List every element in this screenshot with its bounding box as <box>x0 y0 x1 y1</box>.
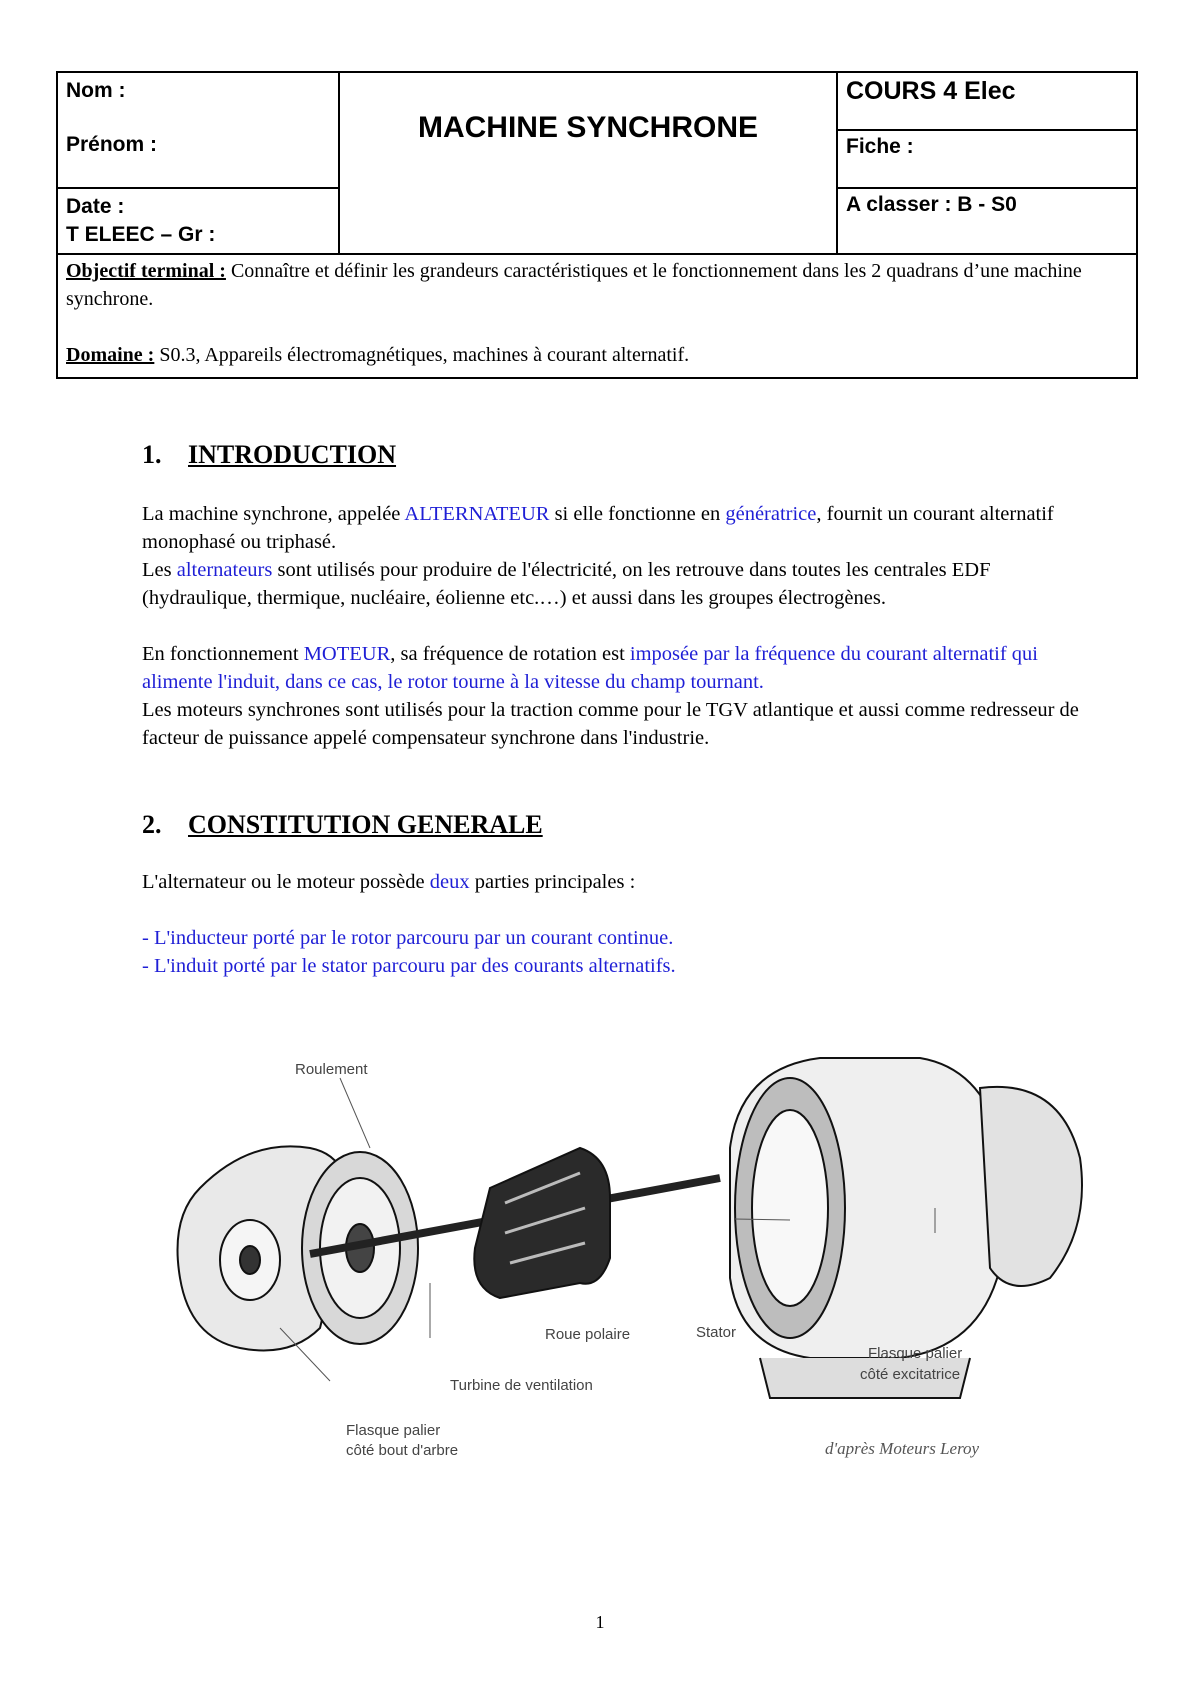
section-2-number: 2. <box>142 810 162 839</box>
text-span: si elle fonctionne en <box>549 503 726 525</box>
classer-label: A classer : B - S0 <box>846 193 1017 216</box>
constitution-paragraph <box>142 868 1102 896</box>
section-1-number: 1. <box>142 440 162 469</box>
intro-paragraph-2 <box>142 556 1102 612</box>
objective-cell <box>57 254 1137 378</box>
group-label: T ELEEC – Gr : <box>66 223 216 246</box>
name-cell <box>57 72 339 188</box>
stator-inner <box>752 1110 828 1306</box>
figure-credit: d'après Moteurs Leroy <box>825 1439 980 1458</box>
page-number: 1 <box>595 1612 605 1632</box>
end-shield-bore <box>240 1246 260 1274</box>
exciter-flasque-drawing <box>980 1087 1082 1286</box>
domain-label: Domaine : <box>66 344 155 366</box>
label-flasque-excit-2: côté excitatrice <box>860 1366 961 1383</box>
label-flasque-excit-1: Flasque palier <box>868 1345 963 1362</box>
text-span: , sa fréquence de rotation est <box>390 643 630 665</box>
label-flasque-arbre-2: côté bout d'arbre <box>346 1442 459 1459</box>
nom-label: Nom : <box>66 79 126 102</box>
label-roulement: Roulement <box>295 1061 368 1078</box>
generatrice-term: génératrice <box>725 503 817 525</box>
text-span: En fonctionnement <box>142 643 304 665</box>
document-title-cell <box>339 72 837 254</box>
fiche-label: Fiche : <box>846 135 914 158</box>
objective-label: Objectif terminal : <box>66 260 226 282</box>
rotor-drawing <box>474 1148 610 1298</box>
date-cell <box>57 188 339 254</box>
list-item-inducteur: - L'inducteur porté par le rotor parcouru par un courant continue. <box>142 927 674 949</box>
objective-text: Connaître et définir les grandeurs caractéristiques et le fonctionnement dans les 2 quadrans d’une machine synchrone. <box>66 260 1082 310</box>
header-table <box>56 71 1138 379</box>
prenom-label: Prénom : <box>66 133 158 156</box>
text-span: sont utilisés pour produire de l'électricité, on les retrouve dans toutes les centrales EDF (hydraulique, thermique, nucléaire, éolienne etc.…) et aussi dans les groupes électrogènes. <box>142 559 991 609</box>
course-cell <box>837 72 1137 130</box>
text-span: Les <box>142 559 177 581</box>
section-2-heading <box>142 810 543 840</box>
classer-cell <box>837 188 1137 254</box>
domain <box>66 341 1128 369</box>
exploded-machine-figure <box>160 1028 1120 1468</box>
domain-text: S0.3, Appareils électromagnétiques, machines à courant alternatif. <box>154 344 690 366</box>
text-span: parties principales : <box>469 871 636 893</box>
alternateur-term: ALTERNATEUR <box>404 503 550 525</box>
frequency-statement: imposée par la fréquence du courant alternatif qui alimente l'induit, dans ce cas, le rotor tourne à la vitesse du champ tournant. <box>142 643 1038 693</box>
section-1-heading <box>142 440 396 470</box>
text-span: , fournit un courant alternatif monophasé ou triphasé. <box>142 503 1054 553</box>
alternateurs-term: alternateurs <box>176 559 273 581</box>
label-stator: Stator <box>696 1324 737 1341</box>
text-span: L'alternateur ou le moteur possède <box>142 871 430 893</box>
date-label: Date : <box>66 195 125 218</box>
moteur-term: MOTEUR <box>303 643 391 665</box>
text-span: La machine synchrone, appelée <box>142 503 405 525</box>
section-2-title: CONSTITUTION GENERALE <box>188 810 543 839</box>
document-title: MACHINE SYNCHRONE <box>417 111 759 144</box>
label-roue-polaire: Roue polaire <box>545 1326 631 1343</box>
label-flasque-arbre-1: Flasque palier <box>346 1422 441 1439</box>
intro-paragraph-3 <box>142 640 1102 696</box>
label-turbine: Turbine de ventilation <box>450 1377 593 1394</box>
deux-term: deux <box>429 871 470 893</box>
section-1-title: INTRODUCTION <box>188 440 397 469</box>
objective <box>66 257 1128 313</box>
list-item-induit: - L'induit porté par le stator parcouru par des courants alternatifs. <box>142 955 676 977</box>
course-label: COURS 4 Elec <box>846 77 1016 105</box>
leader-roulement <box>340 1078 370 1148</box>
fiche-cell <box>837 130 1137 188</box>
intro-paragraph-1 <box>142 500 1102 556</box>
intro-paragraph-4: Les moteurs synchrones sont utilisés pour la traction comme pour le TGV atlantique et aussi comme redresseur de facteur de puissance appelé compensateur synchrone dans l'industrie. <box>142 699 1079 749</box>
